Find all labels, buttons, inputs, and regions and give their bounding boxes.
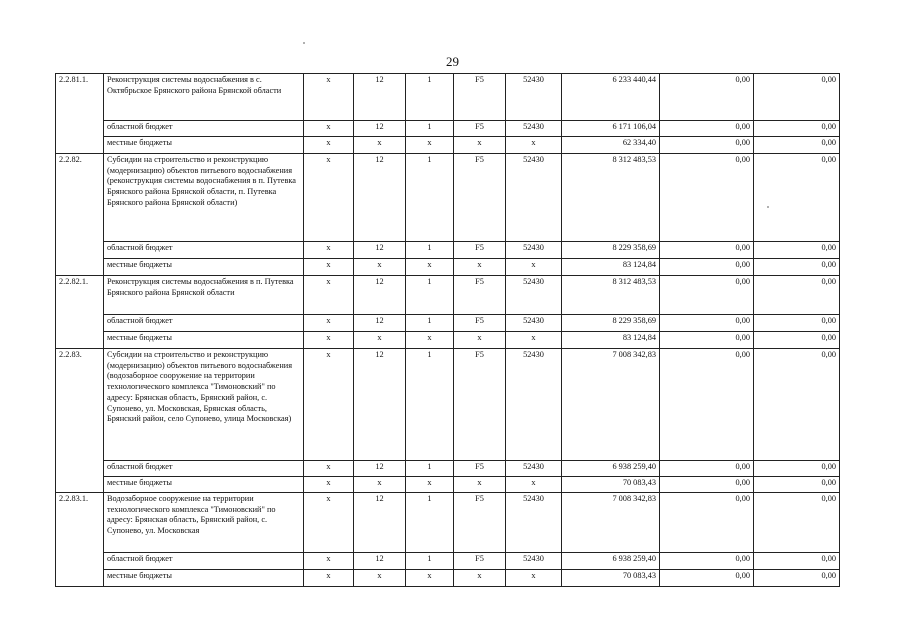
cell-amount: 6 171 106,04 xyxy=(562,121,660,137)
cell-code-4: F5 xyxy=(454,349,506,461)
cell-code-2: 12 xyxy=(354,121,406,137)
cell-code-5: 52430 xyxy=(506,461,562,477)
row-description: областной бюджет xyxy=(104,121,304,137)
row-number: 2.2.83.1. xyxy=(56,493,104,587)
table-row xyxy=(56,121,840,137)
row-description: областной бюджет xyxy=(104,553,304,570)
table-row xyxy=(56,242,840,259)
budget-table xyxy=(55,73,840,587)
cell-amount-3: 0,00 xyxy=(754,553,840,570)
cell-code-5: 52430 xyxy=(506,121,562,137)
cell-code-2: 12 xyxy=(354,276,406,315)
cell-code-3: 1 xyxy=(406,276,454,315)
cell-code-2: х xyxy=(354,259,406,276)
cell-code-5: 52430 xyxy=(506,276,562,315)
cell-code-2: 12 xyxy=(354,154,406,242)
cell-code-3: 1 xyxy=(406,349,454,461)
cell-code-4: х xyxy=(454,259,506,276)
cell-code-4: х xyxy=(454,332,506,349)
row-description: местные бюджеты xyxy=(104,259,304,276)
cell-amount-2: 0,00 xyxy=(660,553,754,570)
cell-amount-3: 0,00 xyxy=(754,332,840,349)
table-row xyxy=(56,276,840,315)
cell-amount: 7 008 342,83 xyxy=(562,493,660,553)
cell-code-3: х xyxy=(406,137,454,154)
cell-code-2: 12 xyxy=(354,493,406,553)
cell-amount: 6 938 259,40 xyxy=(562,461,660,477)
cell-code-4: х xyxy=(454,570,506,587)
row-description: местные бюджеты xyxy=(104,137,304,154)
cell-amount: 62 334,40 xyxy=(562,137,660,154)
cell-amount-3: 0,00 xyxy=(754,461,840,477)
cell-amount-3: 0,00 xyxy=(754,154,840,242)
cell-amount-2: 0,00 xyxy=(660,242,754,259)
cell-code-5: 52430 xyxy=(506,242,562,259)
cell-code-4: F5 xyxy=(454,461,506,477)
cell-code-1: х xyxy=(304,553,354,570)
cell-code-4: F5 xyxy=(454,74,506,121)
cell-code-2: х xyxy=(354,332,406,349)
cell-amount-3: 0,00 xyxy=(754,477,840,493)
cell-amount: 8 312 483,53 xyxy=(562,154,660,242)
cell-amount-3: 0,00 xyxy=(754,259,840,276)
table-row xyxy=(56,553,840,570)
cell-code-3: 1 xyxy=(406,553,454,570)
cell-code-1: х xyxy=(304,349,354,461)
row-description: Водозаборное сооружение на территории технологического комплекса "Тимоновский" по адресу: Брянская область, Брянский район, с. Супонево, ул. Московская xyxy=(104,493,304,553)
cell-code-3: 1 xyxy=(406,74,454,121)
cell-code-1: х xyxy=(304,315,354,332)
cell-code-3: 1 xyxy=(406,315,454,332)
cell-code-1: х xyxy=(304,154,354,242)
cell-amount-3: 0,00 xyxy=(754,242,840,259)
row-description: местные бюджеты xyxy=(104,570,304,587)
cell-code-4: F5 xyxy=(454,121,506,137)
row-number: 2.2.83. xyxy=(56,349,104,493)
cell-amount: 70 083,43 xyxy=(562,570,660,587)
cell-amount-3: 0,00 xyxy=(754,349,840,461)
cell-amount-3: 0,00 xyxy=(754,276,840,315)
cell-amount: 83 124,84 xyxy=(562,332,660,349)
table-row xyxy=(56,154,840,242)
cell-code-4: F5 xyxy=(454,493,506,553)
cell-code-2: 12 xyxy=(354,315,406,332)
cell-amount-2: 0,00 xyxy=(660,74,754,121)
cell-code-4: F5 xyxy=(454,154,506,242)
cell-code-3: 1 xyxy=(406,121,454,137)
cell-code-5: х xyxy=(506,570,562,587)
cell-code-3: 1 xyxy=(406,154,454,242)
row-number: 2.2.82. xyxy=(56,154,104,276)
cell-code-2: х xyxy=(354,477,406,493)
cell-amount-3: 0,00 xyxy=(754,493,840,553)
cell-amount-2: 0,00 xyxy=(660,121,754,137)
cell-code-3: 1 xyxy=(406,461,454,477)
cell-code-2: х xyxy=(354,570,406,587)
cell-code-4: F5 xyxy=(454,553,506,570)
cell-code-1: х xyxy=(304,74,354,121)
cell-amount-2: 0,00 xyxy=(660,276,754,315)
cell-code-3: 1 xyxy=(406,493,454,553)
scan-speck xyxy=(303,42,305,44)
cell-code-4: х xyxy=(454,137,506,154)
cell-code-5: 52430 xyxy=(506,315,562,332)
cell-code-5: 52430 xyxy=(506,154,562,242)
table-row xyxy=(56,461,840,477)
cell-code-5: 52430 xyxy=(506,553,562,570)
row-number: 2.2.81.1. xyxy=(56,74,104,154)
cell-code-1: х xyxy=(304,477,354,493)
row-description: Реконструкция системы водоснабжения в с. Октябрьское Брянского района Брянской области xyxy=(104,74,304,121)
cell-amount: 6 938 259,40 xyxy=(562,553,660,570)
cell-amount-2: 0,00 xyxy=(660,259,754,276)
row-description: Субсидии на строительство и реконструкцию (модернизацию) объектов питьевого водоснабжения (водозаборное сооружение на территории технологического комплекса "Тимоновский" по адресу: Брянская область, Брянский район, с. Супонево, ул. Московская, Брянская область, Брянский район, село Супонево, улица Московская) xyxy=(104,349,304,461)
cell-code-2: х xyxy=(354,137,406,154)
cell-amount-2: 0,00 xyxy=(660,349,754,461)
cell-amount-2: 0,00 xyxy=(660,493,754,553)
cell-code-5: 52430 xyxy=(506,349,562,461)
row-number: 2.2.82.1. xyxy=(56,276,104,349)
cell-code-1: х xyxy=(304,570,354,587)
cell-amount: 70 083,43 xyxy=(562,477,660,493)
cell-code-1: х xyxy=(304,493,354,553)
cell-amount: 7 008 342,83 xyxy=(562,349,660,461)
cell-code-1: х xyxy=(304,242,354,259)
table-row xyxy=(56,493,840,553)
cell-code-1: х xyxy=(304,276,354,315)
cell-code-3: х xyxy=(406,259,454,276)
cell-code-5: 52430 xyxy=(506,74,562,121)
cell-amount: 8 229 358,69 xyxy=(562,242,660,259)
cell-code-4: F5 xyxy=(454,242,506,259)
cell-code-3: 1 xyxy=(406,242,454,259)
row-description: областной бюджет xyxy=(104,461,304,477)
table-row xyxy=(56,137,840,154)
cell-code-1: х xyxy=(304,461,354,477)
cell-code-3: х xyxy=(406,332,454,349)
cell-code-4: F5 xyxy=(454,276,506,315)
cell-code-1: х xyxy=(304,259,354,276)
row-description: Субсидии на строительство и реконструкцию (модернизацию) объектов питьевого водоснабжения (реконструкция системы водоснабжения в п. Путевка Брянского района Брянской области, п. Путевка Брянского района Брянской области) xyxy=(104,154,304,242)
table-row xyxy=(56,259,840,276)
cell-code-2: 12 xyxy=(354,461,406,477)
row-description: областной бюджет xyxy=(104,315,304,332)
cell-amount-2: 0,00 xyxy=(660,137,754,154)
cell-code-5: х xyxy=(506,259,562,276)
cell-amount-2: 0,00 xyxy=(660,477,754,493)
scan-speck xyxy=(767,206,769,208)
cell-code-4: х xyxy=(454,477,506,493)
cell-amount-3: 0,00 xyxy=(754,315,840,332)
cell-code-3: х xyxy=(406,477,454,493)
cell-code-1: х xyxy=(304,121,354,137)
page-number: 29 xyxy=(446,54,459,69)
cell-code-5: 52430 xyxy=(506,493,562,553)
cell-code-2: 12 xyxy=(354,553,406,570)
cell-amount-3: 0,00 xyxy=(754,121,840,137)
cell-amount-3: 0,00 xyxy=(754,74,840,121)
cell-amount-2: 0,00 xyxy=(660,461,754,477)
cell-amount-3: 0,00 xyxy=(754,137,840,154)
cell-code-2: 12 xyxy=(354,242,406,259)
cell-code-2: 12 xyxy=(354,74,406,121)
table-row xyxy=(56,477,840,493)
cell-amount-3: 0,00 xyxy=(754,570,840,587)
cell-code-1: х xyxy=(304,332,354,349)
cell-amount: 8 229 358,69 xyxy=(562,315,660,332)
cell-code-5: х xyxy=(506,477,562,493)
cell-amount-2: 0,00 xyxy=(660,154,754,242)
table-row xyxy=(56,74,840,121)
cell-code-4: F5 xyxy=(454,315,506,332)
cell-amount: 83 124,84 xyxy=(562,259,660,276)
cell-code-2: 12 xyxy=(354,349,406,461)
row-description: областной бюджет xyxy=(104,242,304,259)
cell-amount: 6 233 440,44 xyxy=(562,74,660,121)
cell-amount-2: 0,00 xyxy=(660,332,754,349)
table-row xyxy=(56,349,840,461)
cell-code-1: х xyxy=(304,137,354,154)
table-row xyxy=(56,315,840,332)
cell-amount: 8 312 483,53 xyxy=(562,276,660,315)
row-description: местные бюджеты xyxy=(104,332,304,349)
cell-code-5: х xyxy=(506,332,562,349)
row-description: Реконструкция системы водоснабжения в п. Путевка Брянского района Брянской области xyxy=(104,276,304,315)
cell-code-3: х xyxy=(406,570,454,587)
table-row xyxy=(56,332,840,349)
cell-amount-2: 0,00 xyxy=(660,570,754,587)
row-description: местные бюджеты xyxy=(104,477,304,493)
cell-code-5: х xyxy=(506,137,562,154)
cell-amount-2: 0,00 xyxy=(660,315,754,332)
table-row xyxy=(56,570,840,587)
